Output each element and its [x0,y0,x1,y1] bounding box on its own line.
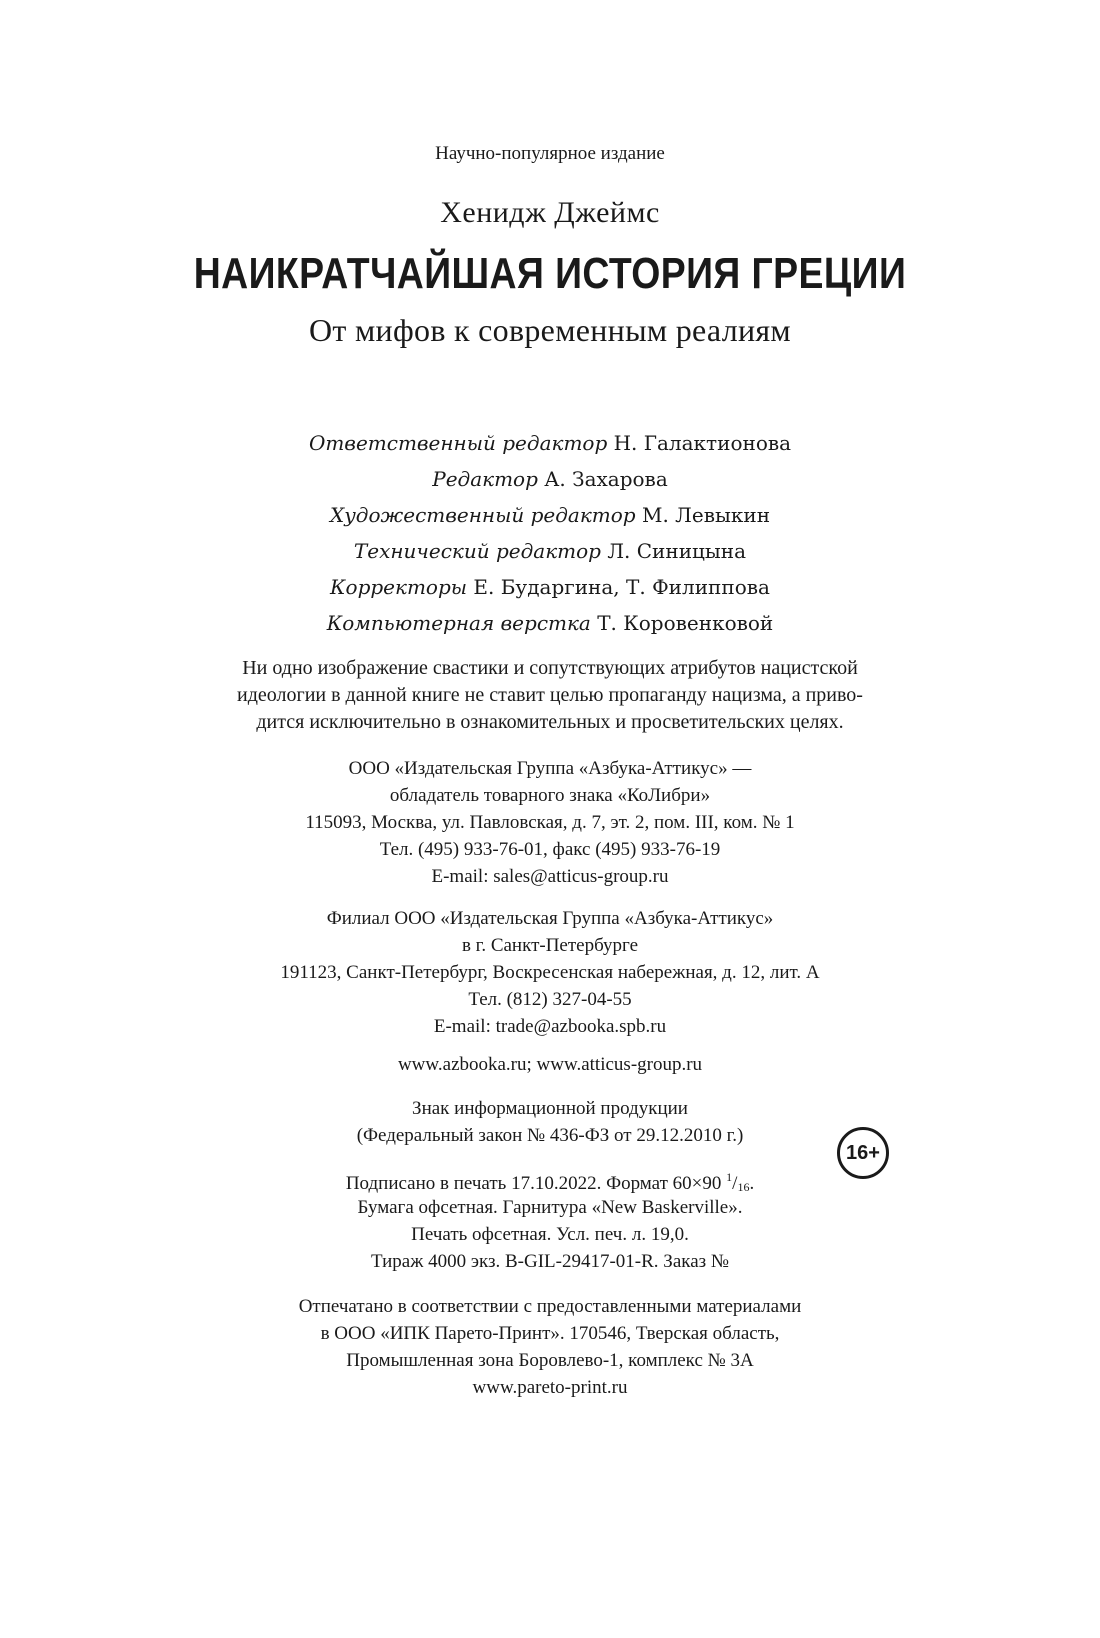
printer-line: в ООО «ИПК Парето-Принт». 170546, Тверская область, [320,1323,780,1344]
printer-line: Отпечатано в соответствии с предоставленными материалами [298,1296,802,1317]
credit-name: М. Левыкин [641,503,771,527]
branch-phone: Тел. (812) 327-04-55 [468,989,632,1010]
publisher-address: 115093, Москва, ул. Павловская, д. 7, эт. 2, пом. III, ком. № 1 [305,812,795,833]
disclaimer-line: дится исключительно в ознакомительных и просветительских целях. [256,711,844,733]
credit-name: Л. Синицына [607,539,747,563]
credit-line [0,577,1100,597]
printer-line: Промышленная зона Боровлево-1, комплекс № 3А [346,1350,754,1371]
publisher-phone: Тел. (495) 933-76-01, факс (495) 933-76-19 [379,839,721,860]
format-fraction-denominator: 16 [737,1180,750,1194]
print-signed-text: Подписано в печать 17.10.2022. Формат 60×90 [345,1173,722,1194]
credit-line [0,469,1100,489]
info-mark-line: Знак информационной продукции [412,1098,688,1119]
credit-name: Е. Бударгина, Т. Филиппова [473,575,770,599]
branch-line: Филиал ООО «Издательская Группа «Азбука-Аттикус» [326,908,774,929]
print-info-line: Тираж 4000 экз. B-GIL-29417-01-R. Заказ № [370,1251,730,1272]
print-info-line: Бумага офсетная. Гарнитура «New Baskerville». [357,1197,743,1218]
book-subtitle: От мифов к современным реалиям [309,312,791,348]
info-mark-line: (Федеральный закон № 436-ФЗ от 29.12.2010 г.) [356,1125,744,1146]
disclaimer-line: идеологии в данной книге не ставит целью пропаганду нацизма, а приво- [237,684,863,706]
book-title: НАИКРАТЧАЙШАЯ ИСТОРИЯ ГРЕЦИИ [193,249,907,298]
credit-name: А. Захарова [544,467,668,491]
author-name: Хенидж Джеймс [440,196,660,229]
format-fraction-slash: / [732,1173,738,1194]
publisher-line: обладатель товарного знака «КоЛибри» [389,785,711,806]
print-signed-line [0,1171,1100,1193]
websites: www.azbooka.ru; www.atticus-group.ru [397,1054,703,1075]
branch-email: E-mail: trade@azbooka.spb.ru [433,1016,667,1037]
publisher-email: E-mail: sales@atticus-group.ru [431,866,669,887]
format-fraction-numerator: 1 [726,1170,733,1184]
credit-line [0,433,1100,453]
credit-line [0,505,1100,525]
credit-role: Художественный редактор [329,503,636,527]
disclaimer-line: Ни одно изображение свастики и сопутствующих атрибутов нацистской [242,657,858,679]
credit-name: Т. Коровенковой [597,611,774,635]
age-rating-badge: 16+ [837,1127,889,1179]
credit-name: Н. Галактионова [613,431,792,455]
printer-website: www.pareto-print.ru [472,1377,628,1398]
branch-line: в г. Санкт-Петербурге [461,935,639,956]
print-signed-suffix: . [749,1173,755,1194]
credit-role: Технический редактор [353,539,601,563]
credit-role: Редактор [432,467,538,491]
credit-role: Компьютерная верстка [326,611,591,635]
credit-line [0,541,1100,561]
credit-line [0,613,1100,633]
credit-role: Корректоры [330,575,468,599]
edition-type: Научно-популярное издание [435,143,665,164]
credit-role: Ответственный редактор [308,431,608,455]
publisher-line: ООО «Издательская Группа «Азбука-Аттикус» — [348,758,752,779]
branch-address: 191123, Санкт-Петербург, Воскресенская набережная, д. 12, лит. А [280,962,820,983]
print-info-line: Печать офсетная. Усл. печ. л. 19,0. [411,1224,689,1245]
